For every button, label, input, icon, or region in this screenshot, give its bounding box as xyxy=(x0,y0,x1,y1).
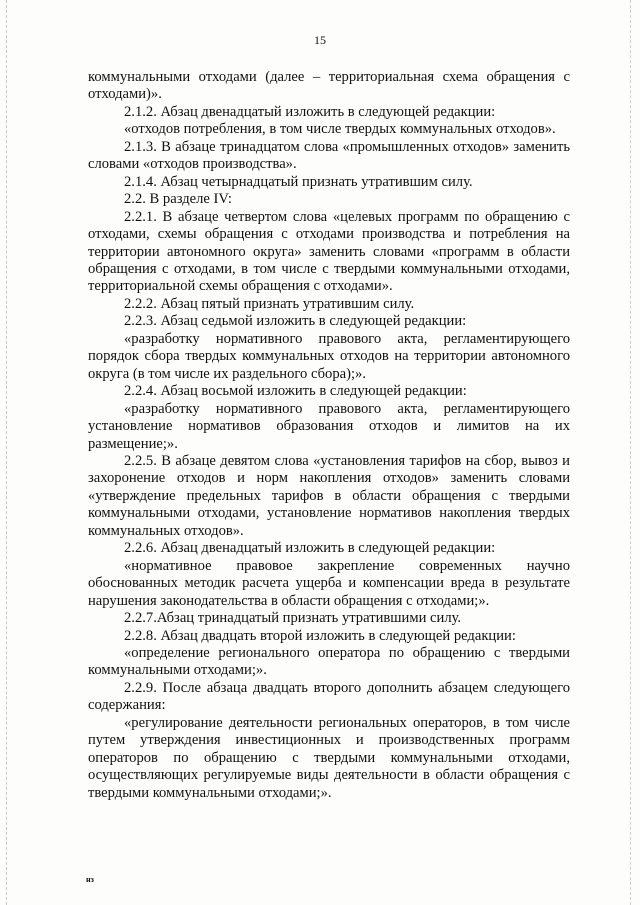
paragraph: 2.2. В разделе IV: xyxy=(124,191,232,208)
document-body xyxy=(88,69,570,802)
paragraph: 2.2.2. Абзац пятый признать утратившим силу. xyxy=(124,295,415,312)
paragraph: «разработку нормативного правового акта, регламентирующего порядок сбора твердых коммунальных отходов на территории автономного округа (в том числе их раздельного сбора);». xyxy=(88,330,570,382)
paragraph: 2.2.5. В абзаце девятом слова «установления тарифов на сбор, вывоз и захоронение отходов и норм накопления отходов» заменить словами «утверждение предельных тарифов в области обращения с твердыми коммунальными отходами, установление нормативов накопления твердых коммунальных отходов». xyxy=(88,452,570,539)
paragraph: «отходов потребления, в том числе твердых коммунальных отходов». xyxy=(124,121,556,138)
paragraph: «разработку нормативного правового акта, регламентирующего установление нормативов образования отходов и лимитов на их размещение;». xyxy=(88,400,570,452)
paragraph: «определение регионального оператора по обращению с твердыми коммунальными отходами;». xyxy=(88,644,570,679)
paragraph: «нормативное правовое закрепление современных научно обоснованных методик расчета ущерба и компенсации вреда в результате нарушения законодательства в области обращения с отходами;». xyxy=(88,557,570,609)
paragraph: 2.1.2. Абзац двенадцатый изложить в следующей редакции: xyxy=(124,103,496,120)
paragraph: 2.2.7.Абзац тринадцатый признать утратившими силу. xyxy=(124,610,462,627)
paragraph: 2.2.4. Абзац восьмой изложить в следующей редакции: xyxy=(124,383,467,400)
footer-code: нз xyxy=(86,875,94,884)
paragraph: 2.1.4. Абзац четырнадцатый признать утратившим силу. xyxy=(124,173,473,190)
paragraph: 2.2.8. Абзац двадцать второй изложить в следующей редакции: xyxy=(124,627,516,644)
scan-right-edge xyxy=(630,0,632,905)
paragraph: «регулирование деятельности региональных операторов, в том числе путем утверждения инвестиционных и производственных программ операторов по обращению с твердыми коммунальными отходами, осуществляющих регулируемые виды деятельности в области обращения с твердыми коммунальными отходами;». xyxy=(88,714,570,801)
page-number: 15 xyxy=(314,33,326,47)
paragraph: 2.2.6. Абзац двенадцатый изложить в следующей редакции: xyxy=(124,540,496,557)
paragraph: 2.1.3. В абзаце тринадцатом слова «промышленных отходов» заменить словами «отходов производства». xyxy=(88,138,570,173)
paragraph: коммунальными отходами (далее – территориальная схема обращения с отходами)». xyxy=(88,69,570,103)
paragraph: 2.2.3. Абзац седьмой изложить в следующей редакции: xyxy=(124,313,467,330)
paragraph: 2.2.1. В абзаце четвертом слова «целевых программ по обращению с отходами, схемы обращения с отходами производства и потребления на территории автономного округа» заменить словами «программ в области обращения с отходами, в том числе с твердыми коммунальными отходами, территориальной схемы обращения с отходами». xyxy=(88,208,570,295)
scan-left-edge xyxy=(6,0,8,905)
paragraph: 2.2.9. После абзаца двадцать второго дополнить абзацем следующего содержания: xyxy=(88,679,570,714)
